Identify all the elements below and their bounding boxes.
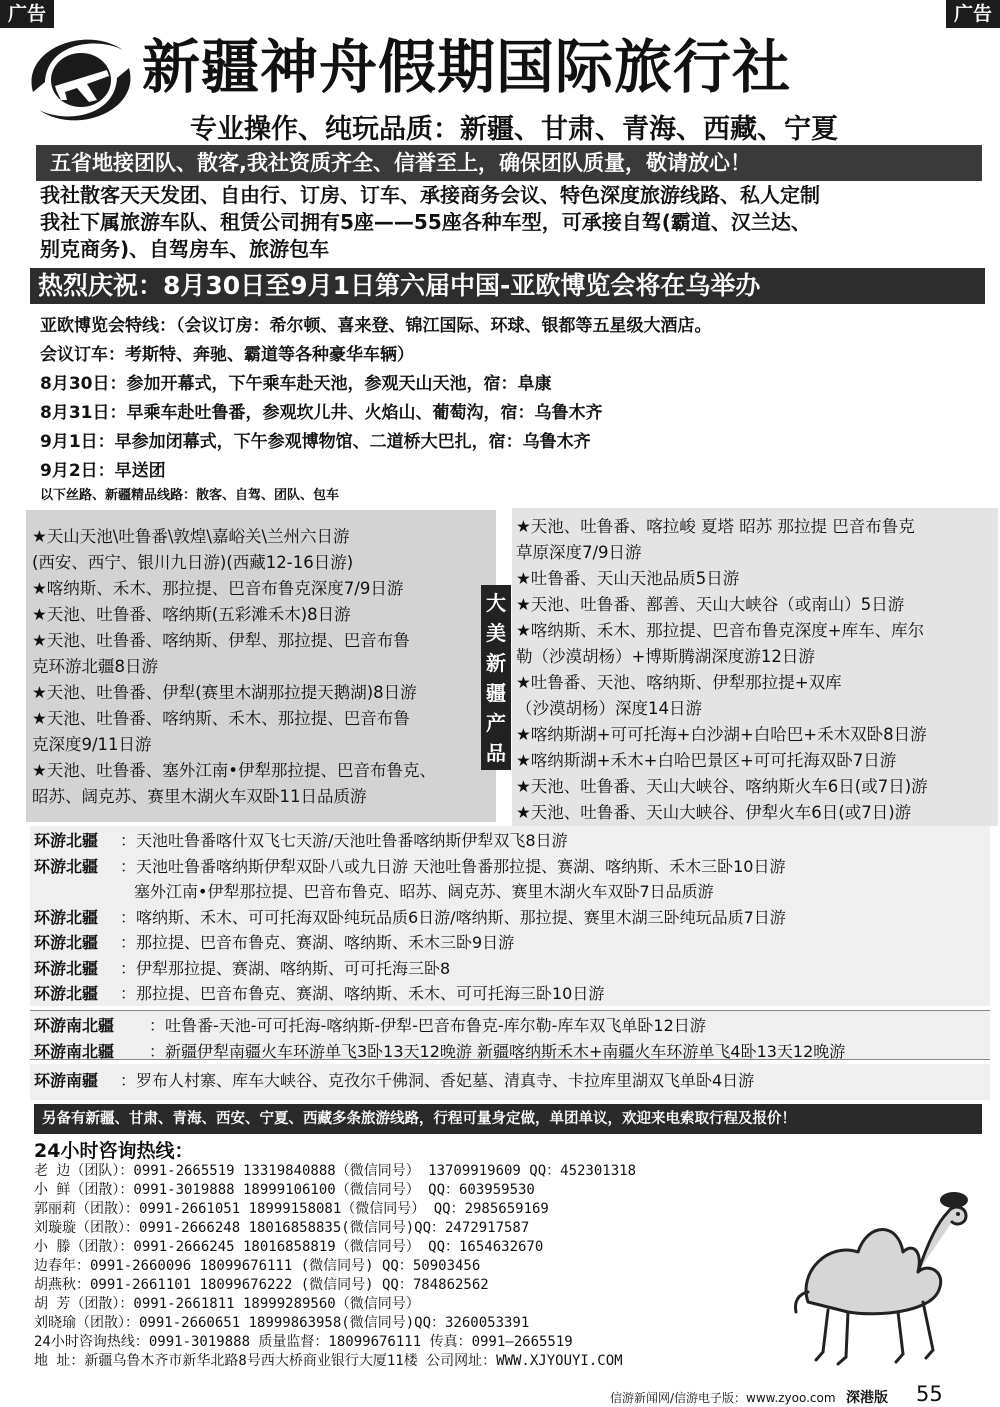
contact-line: 地 址：新疆乌鲁木齐市新华北路8号西大桥商业银行大厦11楼 公司网址：WWW.XJYOUYI.COM: [34, 1353, 623, 1369]
route-item: ★天池、吐鲁番、喀纳斯、伊犁、那拉提、巴音布鲁: [32, 631, 410, 650]
page-footer: [0, 1382, 1000, 1407]
contact-line: 郭丽莉（团散）：0991-2661051 18999158081（微信同号） QQ：2985659169: [34, 1201, 549, 1217]
expo-line: 8月31日：早乘车赴吐鲁番，参观坎儿井、火焰山、葡萄沟，宿：乌鲁木齐: [40, 403, 603, 423]
intro-text: [40, 182, 980, 263]
contact-line: 刘璇璇（团散）：0991-2666248 18016858835(微信同号)QQ：2472917587: [34, 1220, 530, 1236]
expo-line: 9月1日：早参加闭幕式，下午参观博物馆、二道桥大巴扎，宿：乌鲁木齐: [40, 432, 591, 452]
tour-row: 环游南疆 ：罗布人村寨、库车大峡谷、克孜尔千佛洞、香妃墓、清真寺、卡拉库里湖双飞单卧4日游: [34, 1071, 755, 1090]
company-subtitle: 专业操作、纯玩品质：新疆、甘肃、青海、西藏、宁夏: [190, 114, 838, 145]
tour-row: 环游北疆 ：伊犁那拉提、赛湖、喀纳斯、可可托海三卧8: [34, 958, 451, 978]
hotline-title: 24小时咨询热线：: [34, 1140, 194, 1162]
expo-line: 8月30日：参加开幕式，下午乘车赴天池，参观天山天池，宿：阜康: [40, 374, 552, 394]
tour-row: 环游北疆 ：天池吐鲁番喀什双飞七天游/天池吐鲁番喀纳斯伊犁双飞8日游: [34, 831, 568, 850]
contact-line: 边春年：0991-2660096 18099676111 (微信同号) QQ：50903456: [34, 1258, 481, 1274]
south-tours-section: [30, 1064, 990, 1100]
expo-note: 以下丝路、新疆精品线路：散客、自驾、团队、包车: [40, 488, 340, 503]
tour-row: 环游南北疆 ：新疆伊犁南疆火车环游单飞3卧13天12晚游 新疆喀纳斯禾木+南疆火车环游单飞4卧13天12晚游: [34, 1041, 846, 1061]
expo-line: 会议订车：考斯特、奔驰、霸道等各种豪华车辆）: [40, 345, 414, 365]
route-item: ★喀纳斯湖+禾木+白哈巴景区+可可托海双卧7日游: [516, 751, 897, 770]
expo-banner: 热烈庆祝：8月30日至9月1日第六届中国-亚欧博览会将在乌举办: [30, 268, 985, 304]
vertical-label-char: 产: [486, 711, 506, 735]
vertical-label-text: [481, 588, 511, 768]
route-item: 昭苏、阔克苏、赛里木湖火车双卧11日品质游: [32, 787, 367, 806]
route-item: （沙漠胡杨）深度14日游: [516, 699, 702, 718]
route-item: 克环游北疆8日游: [32, 657, 158, 676]
quality-banner: 五省地接团队、散客,我社资质齐全、信誉至上，确保团队质量，敬请放心！: [36, 145, 982, 181]
contact-line: 24小时咨询热线：0991-3019888 质量监督：18099676111 传真：0991—2665519: [34, 1334, 573, 1350]
tour-row: 环游南北疆 ：吐鲁番-天池-可可托海-喀纳斯-伊犁-巴音布鲁克-库尔勒-库车双飞单卧12日游: [34, 1016, 706, 1035]
intro-line: 我社散客天天发团、自由行、订房、订车、承接商务会议、特色深度旅游线路、私人定制: [40, 183, 820, 207]
camel-cartoon-icon: [788, 1182, 974, 1372]
route-item: ★喀纳斯、禾木、那拉提、巴音布鲁克深度7/9日游: [32, 579, 404, 598]
airplane-logo-icon: [25, 30, 137, 130]
vertical-label-char: 大: [486, 591, 506, 615]
custom-route-banner: 另备有新疆、甘肃、青海、西安、宁夏、西藏多条旅游线路，行程可量身定做，单团单议，欢迎来电索取行程及报价！: [34, 1104, 982, 1134]
right-route-panel: [498, 508, 996, 826]
north-tours-section: [30, 826, 990, 1006]
footer-edition: 深港版: [846, 1390, 888, 1406]
route-item: ★天池、吐鲁番、鄯善、天山大峡谷（或南山）5日游: [516, 595, 905, 614]
ad-label-left: 广告: [0, 0, 54, 28]
left-route-panel: [26, 510, 496, 822]
route-item: ★天池、吐鲁番、喀拉峻 夏塔 昭苏 那拉提 巴音布鲁克: [516, 517, 915, 536]
route-item: ★天池、吐鲁番、伊犁(赛里木湖那拉提天鹅湖)8日游: [32, 683, 417, 702]
vertical-label-char: 品: [486, 741, 506, 765]
route-item: 草原深度7/9日游: [516, 543, 642, 562]
company-name: 新疆神舟假期国际旅行社: [142, 33, 792, 101]
route-item: 勒（沙漠胡杨）+博斯腾湖深度游12日游: [516, 647, 815, 666]
route-item: ★天池、吐鲁番、天山大峡谷、喀纳斯火车6日(或7日)游: [516, 777, 928, 796]
vertical-label-char: 新: [486, 651, 506, 675]
route-item: ★吐鲁番、天山天池品质5日游: [516, 569, 740, 588]
route-item: ★吐鲁番、天池、喀纳斯、伊犁那拉提+双库: [516, 673, 842, 692]
contact-line: 胡燕秋：0991-2661101 18099676222 (微信同号) QQ：784862562: [34, 1277, 489, 1293]
contact-line: 胡 芳（团散）：0991-2661811 18999289560（微信同号）: [34, 1296, 420, 1312]
footer-site: 信游新闻网/信游电子版：www.zyoo.com: [610, 1391, 836, 1405]
tour-row: 环游北疆 ：那拉提、巴音布鲁克、赛湖、喀纳斯、禾木、可可托海三卧10日游: [34, 984, 605, 1003]
route-item: ★喀纳斯、禾木、那拉提、巴音布鲁克深度+库车、库尔: [516, 621, 925, 640]
expo-line: 9月2日：早送团: [40, 461, 166, 481]
route-item: ★天池、吐鲁番、塞外江南•伊犁那拉提、巴音布鲁克、: [32, 761, 437, 780]
route-item: ★天山天池\吐鲁番\敦煌\嘉峪关\兰州六日游: [32, 527, 350, 546]
expo-line: 亚欧博览会特线：（会议订房：希尔顿、喜来登、锦江国际、环球、银都等五星级大酒店。: [40, 316, 712, 336]
intro-line: 我社下属旅游车队、租赁公司拥有5座——55座各种车型，可承接自驾(霸道、汉兰达、: [40, 210, 811, 234]
contact-line: 老 边（团队）：0991-2665519 13319840888（微信同号） 13709919609 QQ：452301318: [34, 1163, 637, 1179]
route-item: ★天池、吐鲁番、天山大峡谷、伊犁火车6日(或7日)游: [516, 803, 912, 822]
route-item: 克深度9/11日游: [32, 735, 152, 754]
route-item: ★天池、吐鲁番、喀纳斯、禾木、那拉提、巴音布鲁: [32, 709, 410, 728]
route-item: (西安、西宁、银川九日游)(西藏12-16日游): [32, 553, 354, 572]
vertical-label-char: 疆: [486, 681, 506, 705]
route-item: ★喀纳斯湖+可可托海+白沙湖+白哈巴+禾木双卧8日游: [516, 725, 927, 744]
tour-row: 环游北疆 ：那拉提、巴音布鲁克、赛湖、喀纳斯、禾木三卧9日游: [34, 933, 515, 952]
tour-row: 环游北疆 ：喀纳斯、禾木、可可托海双卧纯玩品质6日游/喀纳斯、那拉提、赛里木湖三卧纯玩品质7日游: [34, 907, 786, 927]
tour-row: 塞外江南•伊犁那拉提、巴音布鲁克、昭苏、阔克苏、赛里木湖火车双卧7日品质游: [134, 882, 714, 901]
vertical-product-label: [481, 585, 511, 770]
vertical-label-char: 美: [486, 621, 506, 645]
expo-itinerary: [40, 312, 980, 506]
ad-label-right: 广告: [946, 0, 1000, 28]
route-item: ★天池、吐鲁番、喀纳斯(五彩滩禾木)8日游: [32, 605, 351, 624]
contact-line: 小 滕（团散）：0991-2666245 18016858819（微信同号） QQ：1654632670: [34, 1239, 544, 1255]
northsouth-tours-section: [30, 1010, 990, 1060]
tour-row: 环游北疆 ：天池吐鲁番喀纳斯伊犁双卧八或九日游 天池吐鲁番那拉提、赛湖、喀纳斯、禾木三卧10日游: [34, 856, 786, 876]
page-number: 55: [916, 1382, 943, 1406]
contact-line: 刘晓瑜（团散）：0991-2660651 18999863958(微信同号)QQ：3260053391: [34, 1315, 530, 1331]
contact-line: 小 鲜（团散）：0991-3019888 18999106100（微信同号） QQ：603959530: [34, 1182, 535, 1198]
intro-line: 别克商务)、自驾房车、旅游包车: [40, 237, 330, 261]
